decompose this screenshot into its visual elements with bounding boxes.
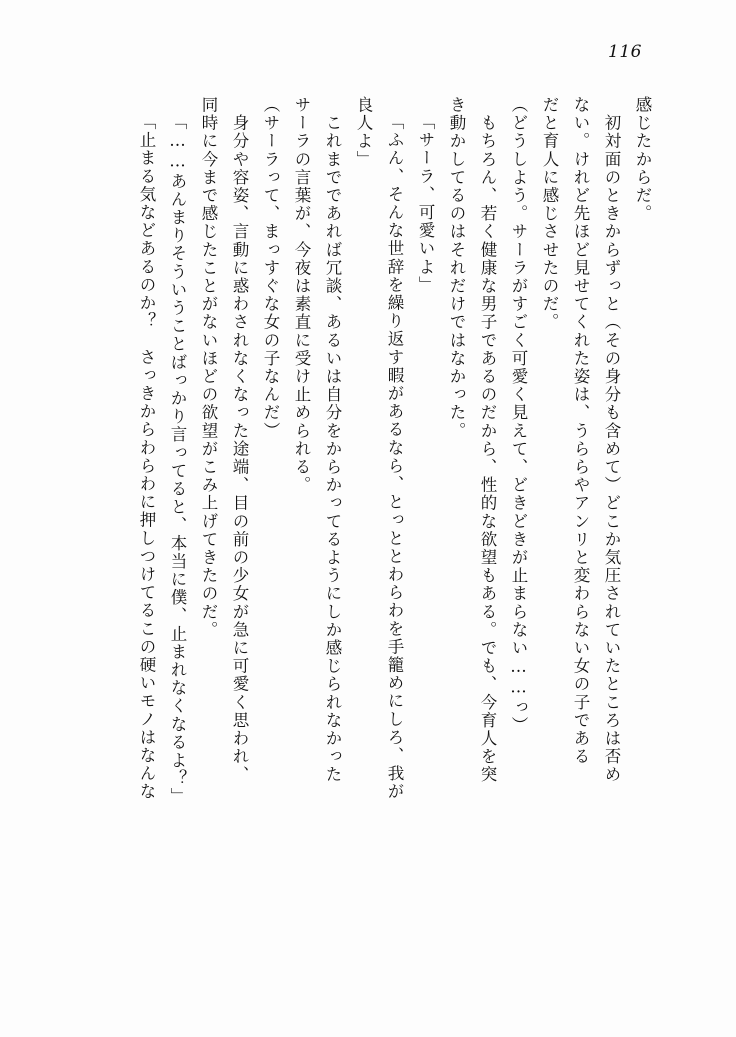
text-column: 初対面のときからずっと（その身分も含めて）どこか気圧されていたところは否め xyxy=(602,96,621,784)
text-column: き動かしてるのはそれだけではなかった。 xyxy=(447,96,466,440)
text-column: 「……あんまりそういうことばっかり言ってると、本当に僕、止まれなくなるよ？」 xyxy=(168,113,187,806)
text-column: （どうしよう。サーラがすごく可愛く見えて、どきどきが止まらない……っ） xyxy=(509,96,528,735)
text-column: 「止まる気などあるのか？ さっきからわらわに押しつけてるこの硬いモノはなんな xyxy=(137,113,156,801)
text-column: もちろん、若く健康な男子であるのだから、性的な欲望もある。でも、今育人を突 xyxy=(478,96,497,784)
text-column: （サーラって、まっすぐな女の子なんだ） xyxy=(261,96,280,440)
vertical-text-block xyxy=(84,96,652,956)
text-column: 身分や容姿、言動に惑わされなくなった途端、目の前の少女が急に可愛く思われ、 xyxy=(230,96,249,784)
text-column: 「ふん、そんな世辞を繰り返す暇があるなら、とっととわらわを手籠めにしろ、我が xyxy=(385,113,404,801)
text-column: 感じたからだ。 xyxy=(633,96,652,223)
page-number: 116 xyxy=(608,42,642,62)
text-column: ない。けれど先ほど見せてくれた姿は、うららやアンリと変わらない女の子である xyxy=(571,96,590,766)
text-column: 良人よ」 xyxy=(354,96,373,169)
text-column: 「サーラ、可愛いよ」 xyxy=(416,113,435,294)
text-column: だと育人に感じさせたのだ。 xyxy=(540,96,559,332)
text-column: サーラの言葉が、今夜は素直に受け止められる。 xyxy=(292,96,311,495)
text-column: 同時に今まで感じたことがないほどの欲望がこみ上げてきたのだ。 xyxy=(199,96,218,639)
text-column: これまでであれば冗談、あるいは自分をからかってるようにしか感じられなかった xyxy=(323,96,342,784)
